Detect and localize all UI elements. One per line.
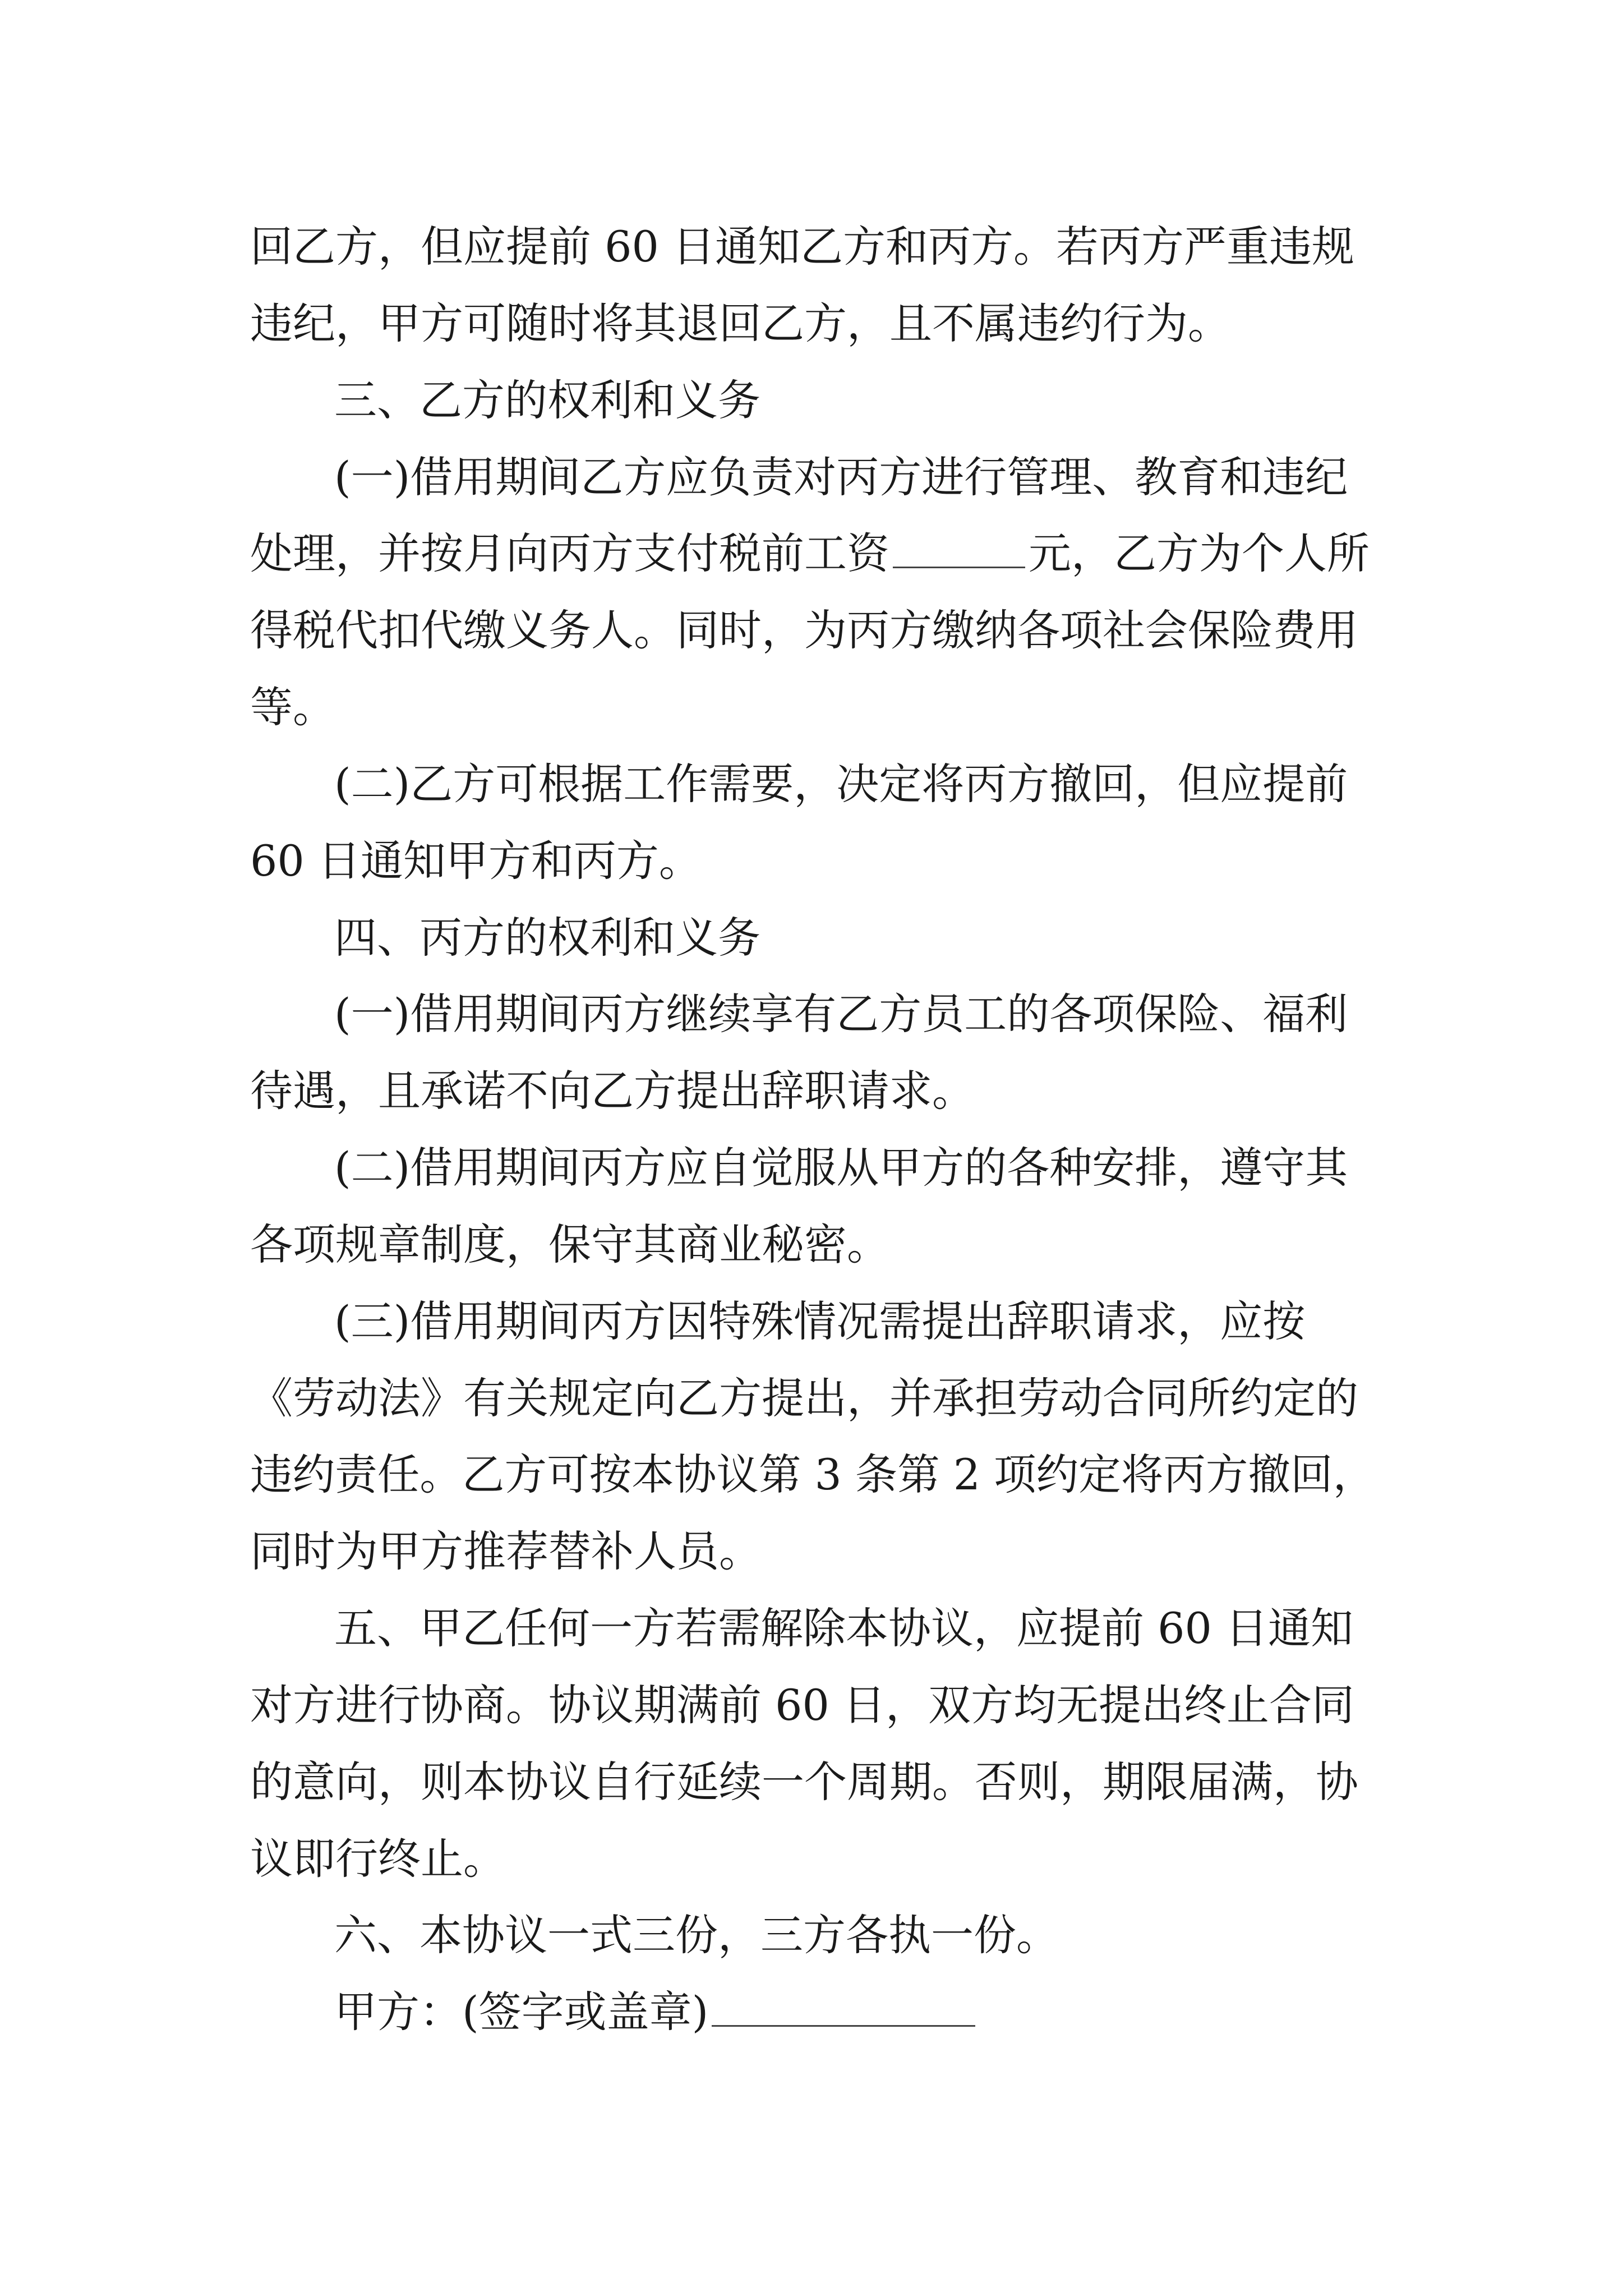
- paragraph-line: 违纪，甲方可随时将其退回乙方，且不属违约行为。: [250, 298, 1230, 348]
- paragraph-line: 等。: [250, 682, 335, 732]
- section-heading: 五、甲乙任何一方若需解除本协议，应提前 60 日通知: [334, 1603, 1354, 1653]
- paragraph-line: (一)借用期间乙方应负责对丙方进行管理、教育和违纪: [334, 452, 1348, 502]
- paragraph-line: 议即行终止。: [250, 1834, 506, 1884]
- fill-in-blank: [893, 528, 1025, 568]
- paragraph-line: 的意向，则本协议自行延续一个周期。否则，期限届满，协: [250, 1757, 1358, 1807]
- paragraph-line: 回乙方，但应提前 60 日通知乙方和丙方。若丙方严重违规: [250, 222, 1355, 272]
- section-heading: 四、丙方的权利和义务: [334, 913, 760, 963]
- paragraph-line: 违约责任。乙方可按本协议第 3 条第 2 项约定将丙方撤回，: [250, 1450, 1376, 1499]
- paragraph-line: 60 日通知甲方和丙方。: [250, 836, 702, 886]
- paragraph-line: 待遇，且承诺不向乙方提出辞职请求。: [250, 1066, 975, 1116]
- section-heading: 三、乙方的权利和义务: [334, 375, 760, 425]
- paragraph-line: 《劳动法》有关规定向乙方提出，并承担劳动合同所约定的: [250, 1373, 1358, 1423]
- paragraph-line: 对方进行协商。协议期满前 60 日，双方均无提出终止合同: [250, 1680, 1355, 1730]
- signature-label: 甲方：(签字或盖章): [334, 1987, 709, 2037]
- signature-line: [334, 1981, 979, 2043]
- line-text-after: 元，乙方为个人所: [1029, 528, 1370, 578]
- paragraph-line: 得税代扣代缴义务人。同时，为丙方缴纳各项社会保险费用: [250, 605, 1358, 655]
- paragraph-line: (一)借用期间丙方继续享有乙方员工的各项保险、福利: [334, 989, 1348, 1039]
- paragraph-line: (二)乙方可根据工作需要，决定将丙方撤回，但应提前: [334, 759, 1348, 809]
- paragraph-line-with-blank: [250, 523, 1370, 585]
- signature-blank: [712, 1987, 975, 2027]
- line-text-before: 处理，并按月向丙方支付税前工资: [250, 528, 889, 578]
- paragraph-line: 同时为甲方推荐替补人员。: [250, 1526, 762, 1576]
- paragraph-line: (三)借用期间丙方因特殊情况需提出辞职请求，应按: [334, 1296, 1306, 1346]
- section-heading: 六、本协议一式三份，三方各执一份。: [334, 1910, 1059, 1960]
- paragraph-line: (二)借用期间丙方应自觉服从甲方的各种安排，遵守其: [334, 1143, 1348, 1193]
- paragraph-line: 各项规章制度，保守其商业秘密。: [250, 1220, 889, 1269]
